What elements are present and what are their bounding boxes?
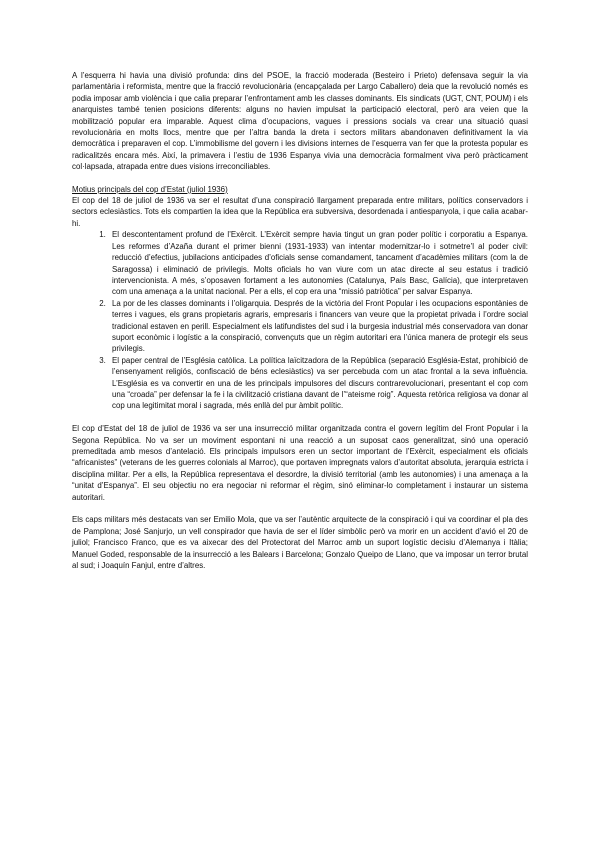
reason-army: 1. El descontentament profund de l’Exèrcit. L’Exèrcit sempre havia tingut un gran poder polític i corporatiu a Espanya. Les reformes d’Azaña durant el primer bienni (1931-1933) van intentar modernitzar-lo i sotmetre’l al poder civil: reducció d’efectius, jubilacions anticipades d’oficials sense comandament, tancament d’acadèmies militars (com la de Saragossa) i eliminació de privilegis. Molts oficials ho van viure com un atac directe al seu estatus i tradició intervencionista. A més, s’oposaven fortament a les autonomies (Catalunya, País Basc, Galícia), que interpretaven com una amenaça a la unitat nacional. Per a ells, el cop era una “missió patriòtica” per salvar Espanya. (108, 229, 528, 297)
section-title: Motius principals del cop d’Estat (juliol 1936) (72, 184, 228, 194)
spacer (72, 412, 528, 423)
paragraph-coup-intro: El cop del 18 de juliol de 1936 va ser el resultat d’una conspiració llargament preparada entre militars, polítics conservadors i sectors eclesiàstics. Tots els compartien la idea que la República era subversiva, desordenada i antiespanyola, i que calia acabar-hi. (72, 196, 528, 228)
paragraph-left-divisions: A l’esquerra hi havia una divisió profunda: dins del PSOE, la fracció moderada (Besteiro i Prieto) defensava seguir la via parlamentària i reformista, mentre que la fracció revolucionària (encapçalada per Largo Caballero) deia que la revolució només es podia imposar amb violència i que calia preparar l’enfrontament amb les classes dominants. Els sindicats (UGT, CNT, POUM) i els anarquistes també tenien posicions diferents: alguns no havien impulsat la participació electoral, però ara veien que la mobilització popular era imparable. Aquest clima d’ocupacions, vagues i pressions socials va crear una situació quasi revolucionària en molts llocs, mentre que per l’altra banda la dreta i sectors militars abandonaven definitivament la via democràtica i preparaven el cop. L’immobilisme del govern i les divisions internes de l’esquerra van fer que la protesta popular es radicalitzés encara més. Així, la primavera i l’estiu de 1936 Espanya vivia una democràcia formalment viva però pràcticament col·lapsada, atrapada entre dues visions irreconciliables. (72, 71, 528, 172)
document-page (72, 70, 528, 571)
paragraph-military-leaders: Els caps militars més destacats van ser Emilio Mola, que va ser l’autèntic arquitecte de la conspiració i qui va coordinar el pla des de Pamplona; José Sanjurjo, un vell conspirador que havia de ser el líder simbòlic però va morir en un accident d’avió el 20 de juliol; Francisco Franco, que es va aixecar des del Protectorat del Marroc amb un suport logístic decisiu d’Alemanya i Itàlia; Manuel Goded, responsable de la insurrecció a les Balears i Barcelona; Gonzalo Queipo de Llano, que va imposar un terror brutal al sud; i Joaquín Fanjul, entre d’altres. (72, 515, 528, 571)
paragraph-coup-description: El cop d’Estat del 18 de juliol de 1936 va ser una insurrecció militar organitzada contra el govern legítim del Front Popular i la Segona República. No va ser un moviment espontani ni una reacció a un suposat caos generalitzat, sinó una operació premeditada amb mesos d’antelació. Els principals impulsors eren un sector important de l’Exèrcit, especialment els oficials “africanistes” (veterans de les guerres colonials al Marroc), que portaven impregnats valors d’autoritat absoluta, jerarquia estricta i disciplina militar. Per a ells, la República representava el desordre, la divisió territorial (amb les autonomies) i una amenaça a la “unitat d’Espanya”. El seu objectiu no era negociar ni reformar el règim, sinó eliminar-lo completament i instaurar un sistema autoritari. (72, 424, 528, 502)
reasons-list (72, 229, 528, 412)
spacer (72, 503, 528, 514)
reason-oligarchy: 2. La por de les classes dominants i l’oligarquia. Després de la victòria del Front Popular i les ocupacions espontànies de terres i vagues, els grans propietaris agraris, empresaris i financers van veure que la propietat privada i l’ordre social tradicional estaven en perill. Especialment els latifundistes del sud i la burgesia industrial més conservadora van donar suport econòmic i logístic a la conspiració, convençuts que un règim autoritari era l’única manera de protegir els seus privilegis. (108, 298, 528, 355)
reason-church: 3. El paper central de l’Església catòlica. La política laïcitzadora de la República (separació Església-Estat, prohibició de l’ensenyament religiós, confiscació de béns eclesiàstics) va ser percebuda com un atac frontal a la seva influència. L’Església es va convertir en una de les principals impulsores del discurs contrarevolucionari, presentant el cop com una “croada” per defensar la fe i la civilització cristiana davant de l’“ateisme roig”. Aquesta retòrica religiosa va donar al cop una legitimitat moral i sagrada, més enllà del pur àmbit polític. (108, 355, 528, 412)
